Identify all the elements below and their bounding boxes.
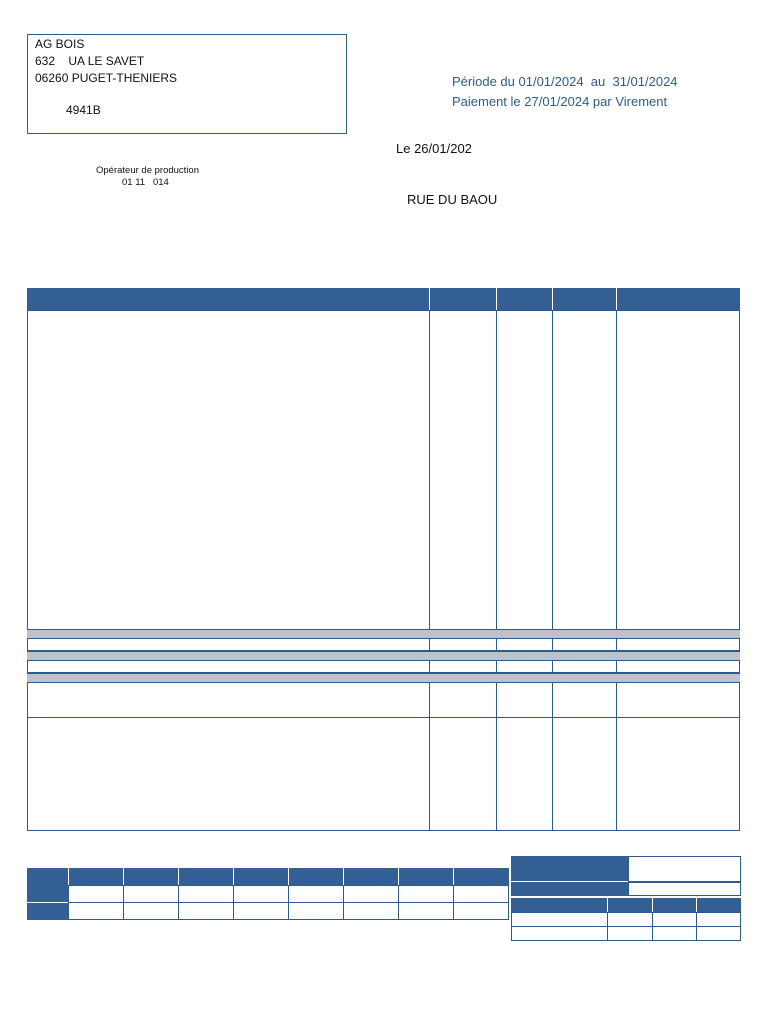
header-divider [233, 868, 234, 885]
payslip-table [27, 288, 741, 832]
grid-cell [178, 885, 234, 903]
payslip-table-body [27, 310, 740, 831]
column-divider [616, 310, 617, 831]
header-divider [343, 868, 344, 885]
header-divider [123, 868, 124, 885]
row-header [27, 903, 68, 920]
employer-address-box [27, 34, 347, 134]
header-divider [398, 868, 399, 885]
employer-address-line1: 632 UA LE SAVET [35, 54, 145, 68]
header-divider [652, 898, 653, 913]
job-title: Opérateur de production [96, 165, 199, 176]
column-divider [552, 310, 553, 831]
header-divider [496, 288, 497, 310]
summary-cell [607, 912, 653, 927]
grid-cell [233, 902, 289, 920]
summary-cell [696, 926, 741, 941]
grid-cell [288, 885, 344, 903]
net-pay-block [511, 856, 741, 942]
header-divider [552, 288, 553, 310]
grid-cell [68, 885, 124, 903]
header-divider [453, 868, 454, 885]
row-header [27, 885, 68, 902]
payment-info: Paiement le 27/01/2024 par Virement [452, 94, 668, 109]
net-pay-value-cell [628, 882, 741, 896]
subtotal-band [27, 651, 740, 661]
summary-cell [511, 926, 608, 941]
employee-job [96, 165, 199, 189]
grid-cell [68, 902, 124, 920]
payslip-table-header [27, 288, 740, 310]
employer-address-line2: 06260 PUGET-THENIERS [35, 71, 178, 85]
employee-street: RUE DU BAOU [407, 192, 498, 207]
grid-cell [453, 885, 509, 903]
employer-name: AG BOIS [35, 37, 85, 51]
grid-cell [123, 885, 179, 903]
net-pay-value-cell [628, 856, 741, 882]
header-divider [607, 898, 608, 913]
document-date: Le 26/01/202 [396, 141, 472, 156]
header-divider [616, 288, 617, 310]
grid-cell [123, 902, 179, 920]
pay-period: Période du 01/01/2024 au 31/01/2024 [452, 74, 678, 89]
grid-cell [178, 902, 234, 920]
net-pay-label-cell [511, 882, 629, 896]
column-divider [429, 310, 430, 831]
summary-cell [511, 912, 608, 927]
column-divider [496, 310, 497, 831]
grid-cell [398, 902, 454, 920]
row-divider [27, 717, 740, 718]
summary-cell [652, 926, 697, 941]
grid-cell [453, 902, 509, 920]
header-divider [178, 868, 179, 885]
cumulative-grid-header [27, 868, 509, 885]
grid-cell [288, 902, 344, 920]
employer-identifier: 4941B [66, 103, 101, 117]
period-info [452, 72, 678, 112]
grid-cell [398, 885, 454, 903]
summary-header [511, 898, 741, 913]
net-pay-label-cell [511, 856, 629, 881]
header-divider [696, 898, 697, 913]
grid-cell [343, 902, 399, 920]
header-divider [68, 868, 69, 885]
subtotal-band [27, 673, 740, 683]
grid-cell [343, 885, 399, 903]
header-divider [429, 288, 430, 310]
subtotal-band [27, 629, 740, 639]
summary-cell [696, 912, 741, 927]
grid-cell [233, 885, 289, 903]
header-divider [288, 868, 289, 885]
summary-cell [607, 926, 653, 941]
summary-cell [652, 912, 697, 927]
cumulative-grid [27, 868, 509, 920]
job-code: 01 11 014 [122, 177, 169, 188]
